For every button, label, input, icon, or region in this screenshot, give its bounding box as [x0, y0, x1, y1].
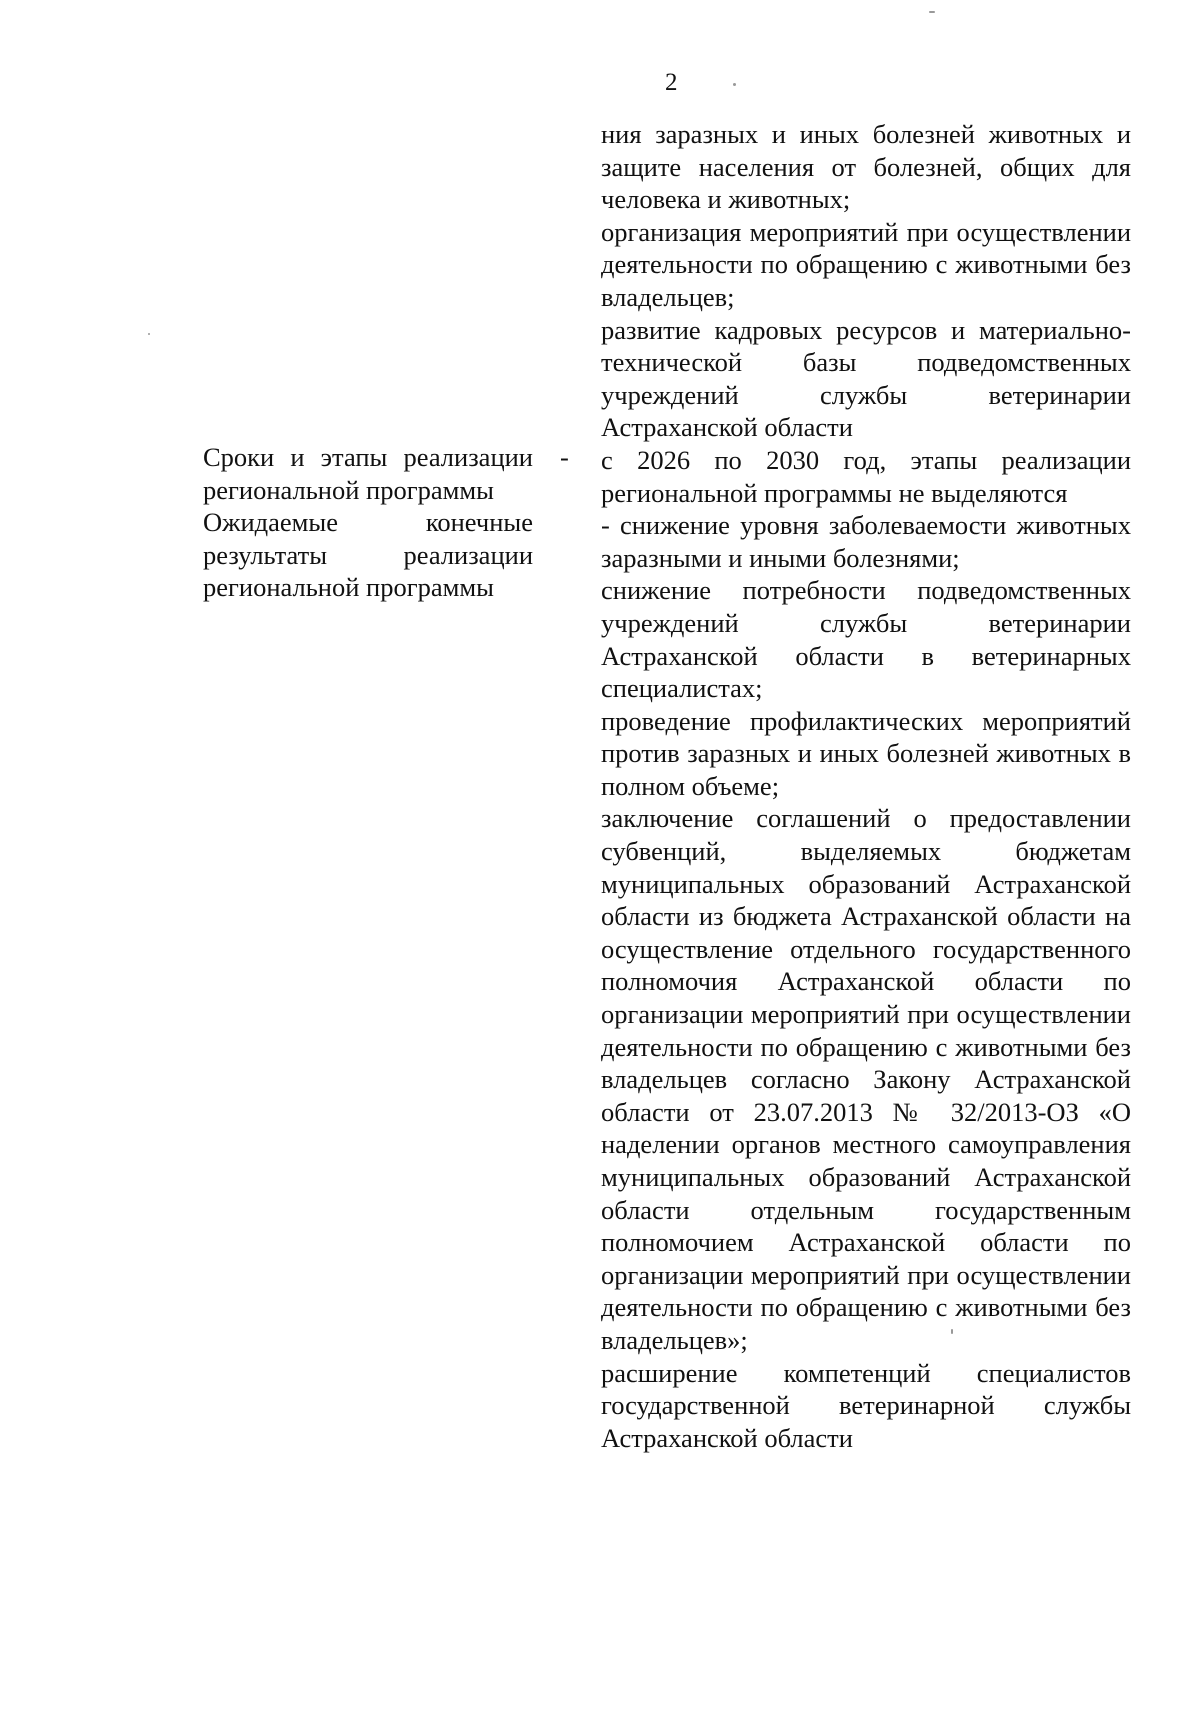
terms-text: с 2026 по 2030 год, этапы реализации региональной программы не выделяются — [601, 444, 1131, 508]
result-item: снижение потребности подведомственных учреждений службы ветеринарии Астраханской области в ветеринарных специалистах; — [601, 575, 1131, 704]
result-item: расширение компетенций специалистов государственной ветеринарной службы Астраханской области — [601, 1357, 1131, 1453]
result-item: проведение профилактических мероприятий против заразных и иных болезней животных в полном объеме; — [601, 705, 1131, 801]
result-item: заключение соглашений о предоставлении субвенций, выделяемых бюджетам муниципальных образований Астраханской области из бюджета Астраханской области на осуществление отдельного государственного полномочия Астраханской области по организации мероприятий при осуществлении деятельности по обращению с животными без владельцев согласно Закону Астраханской области от 23.07.2013 № 32/2013-ОЗ «О наделении органов местного самоуправления муниципальных образований Астраханской области отдельным государственным полномочием Астраханской области по организации мероприятий при осуществлении деятельности по обращению с животными без владельцев»; — [601, 803, 1131, 1355]
scan-speck — [951, 1329, 953, 1334]
left-column — [203, 441, 533, 604]
page-number: 2 — [665, 69, 678, 96]
result-item: - снижение уровня заболеваемости животных заразными и иными болезнями; — [601, 510, 1131, 573]
separator-dash: - — [560, 442, 569, 472]
task-item: организация мероприятий при осуществлении деятельности по обращению с животными без владельцев; — [601, 216, 1131, 312]
scan-speck — [929, 11, 935, 13]
task-item: ния заразных и иных болезней животных и защите населения от болезней, общих для человека и животных; — [601, 119, 1131, 215]
terms-label: Сроки и этапы реализации региональной программы — [203, 442, 533, 505]
right-column — [601, 118, 1131, 1454]
scan-speck — [148, 333, 150, 335]
results-label: Ожидаемые конечные результаты реализации региональной программы — [203, 507, 533, 603]
scan-speck — [733, 83, 736, 86]
task-item: развитие кадровых ресурсов и материально-технической базы подведомственных учреждений службы ветеринарии Астраханской области — [601, 314, 1131, 443]
